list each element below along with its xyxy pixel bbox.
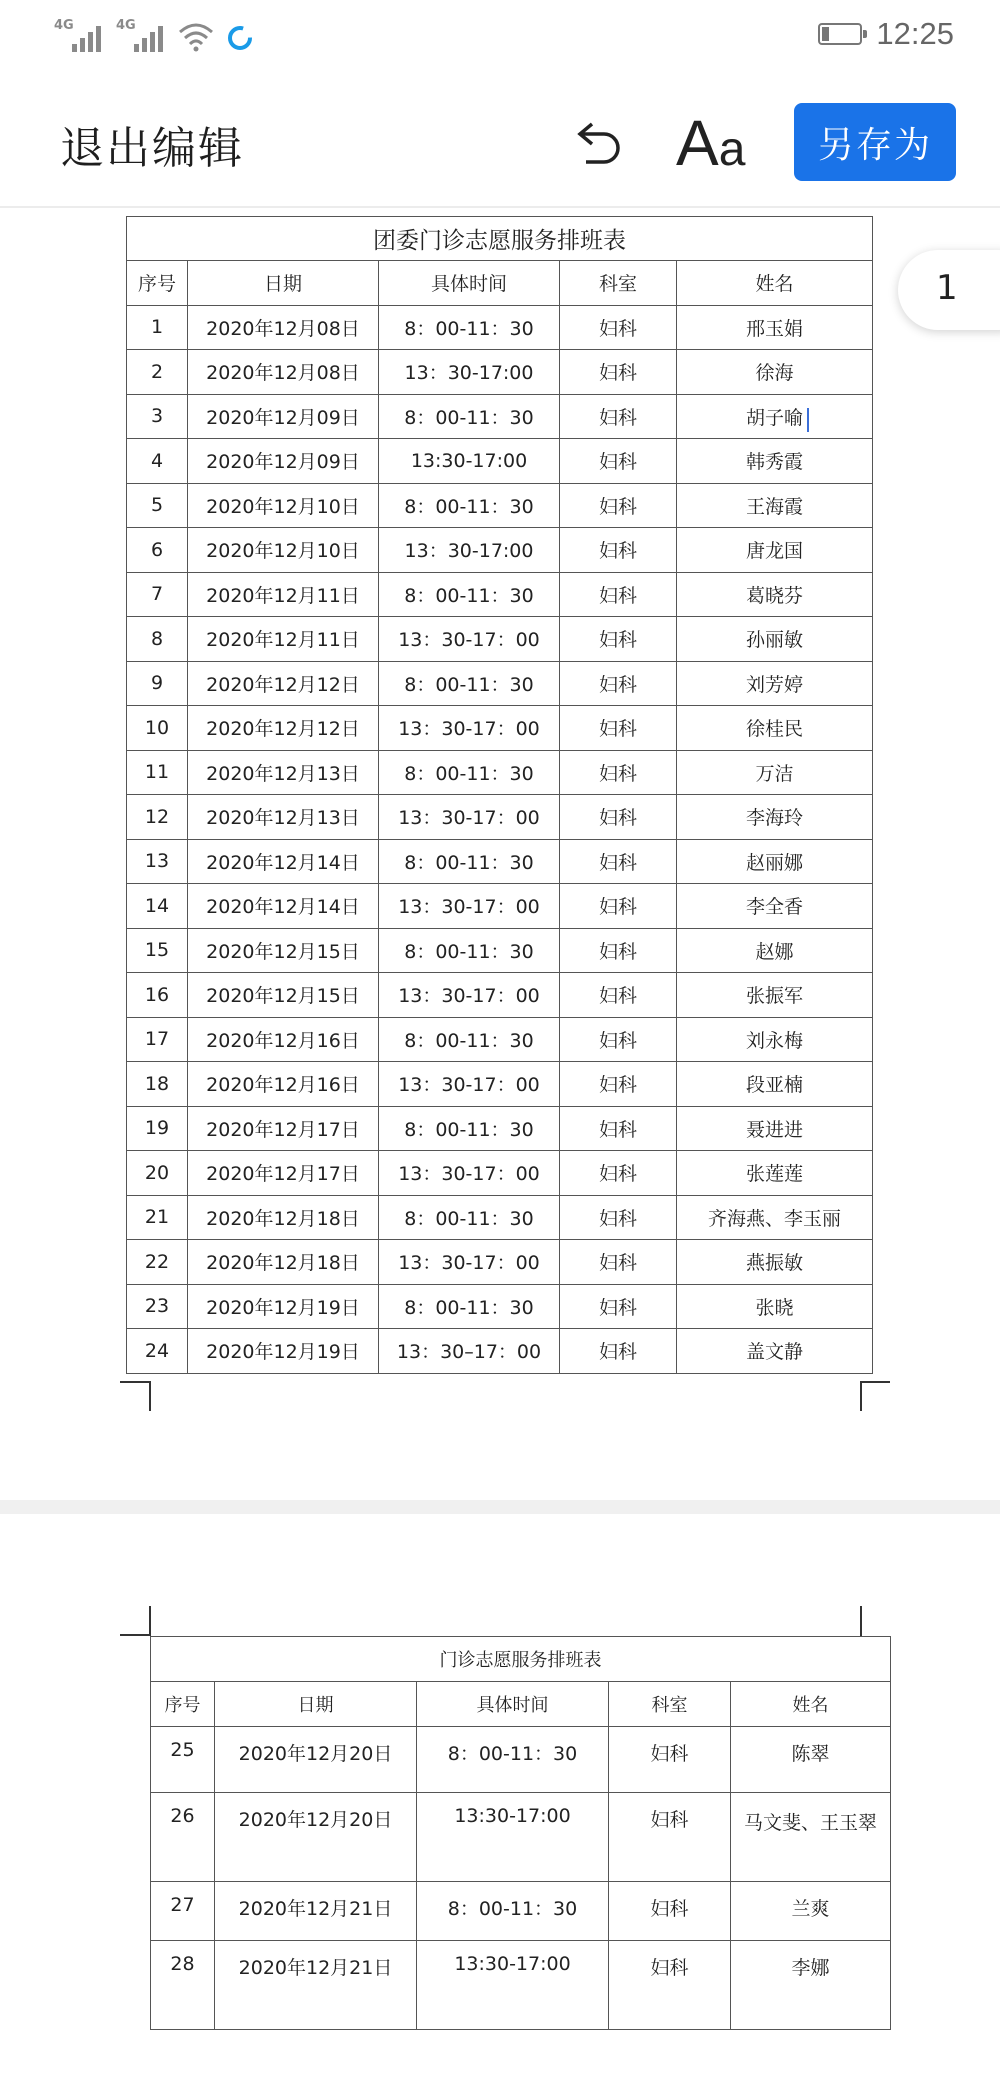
header-date[interactable]: 日期 bbox=[215, 1682, 417, 1727]
toolbar-divider bbox=[0, 206, 1000, 208]
cell-name[interactable]: 张振军 bbox=[677, 973, 873, 1018]
cell-index[interactable]: 14 bbox=[127, 884, 188, 929]
cell-department[interactable]: 妇科 bbox=[560, 483, 677, 528]
cell-time[interactable]: 8：00-11：30 bbox=[379, 1106, 560, 1151]
cell-date[interactable]: 2020年12月11日 bbox=[188, 572, 379, 617]
cell-time[interactable]: 13：30-17：00 bbox=[379, 617, 560, 662]
cell-name[interactable]: 陈翠 bbox=[731, 1727, 891, 1793]
cell-index[interactable]: 12 bbox=[127, 795, 188, 840]
cell-department[interactable]: 妇科 bbox=[560, 305, 677, 350]
header-name[interactable]: 姓名 bbox=[731, 1682, 891, 1727]
cell-date[interactable]: 2020年12月12日 bbox=[188, 661, 379, 706]
table-row bbox=[127, 928, 873, 973]
cell-time[interactable]: 13：30-17：00 bbox=[379, 1240, 560, 1285]
header-index[interactable]: 序号 bbox=[127, 261, 188, 306]
cell-index[interactable]: 7 bbox=[127, 572, 188, 617]
cell-department[interactable]: 妇科 bbox=[609, 1941, 731, 2030]
header-time[interactable]: 具体时间 bbox=[379, 261, 560, 306]
cell-department[interactable]: 妇科 bbox=[560, 750, 677, 795]
cell-name[interactable]: 葛晓芬 bbox=[677, 572, 873, 617]
cell-index[interactable]: 3 bbox=[127, 394, 188, 439]
undo-icon[interactable] bbox=[566, 112, 626, 172]
cellular-signal-icon-2 bbox=[116, 18, 166, 52]
cell-time[interactable]: 13：30-17:00 bbox=[379, 528, 560, 573]
cell-name[interactable]: 李全香 bbox=[677, 884, 873, 929]
cell-time[interactable]: 13：30-17：00 bbox=[379, 1151, 560, 1196]
cell-department[interactable]: 妇科 bbox=[560, 572, 677, 617]
cell-index[interactable]: 20 bbox=[127, 1151, 188, 1196]
table-row bbox=[127, 1151, 873, 1196]
cell-time[interactable]: 13：30-17：00 bbox=[379, 706, 560, 751]
header-department[interactable]: 科室 bbox=[560, 261, 677, 306]
cell-time[interactable]: 13：30-17：00 bbox=[379, 795, 560, 840]
table-row bbox=[127, 661, 873, 706]
schedule-table-page-1[interactable] bbox=[126, 216, 873, 1374]
cell-name[interactable]: 万洁 bbox=[677, 750, 873, 795]
page-number: 1 bbox=[936, 268, 958, 308]
cell-date[interactable]: 2020年12月21日 bbox=[215, 1941, 417, 2030]
cell-time[interactable]: 8：00-11：30 bbox=[379, 483, 560, 528]
status-icons bbox=[54, 18, 254, 52]
cell-date[interactable]: 2020年12月18日 bbox=[188, 1195, 379, 1240]
cell-department[interactable]: 妇科 bbox=[560, 973, 677, 1018]
cell-index[interactable]: 2 bbox=[127, 350, 188, 395]
save-as-button[interactable]: 另存为 bbox=[794, 103, 956, 181]
cell-department[interactable]: 妇科 bbox=[560, 795, 677, 840]
battery-icon bbox=[818, 23, 862, 45]
network-type-label: 4G bbox=[54, 18, 74, 33]
table-row bbox=[127, 617, 873, 662]
cell-time[interactable]: 13：30–17：00 bbox=[379, 1329, 560, 1374]
cell-department[interactable]: 妇科 bbox=[560, 1329, 677, 1374]
cell-name[interactable]: 刘芳婷 bbox=[677, 661, 873, 706]
cell-index[interactable]: 9 bbox=[127, 661, 188, 706]
table-row bbox=[127, 1195, 873, 1240]
cell-date[interactable]: 2020年12月14日 bbox=[188, 884, 379, 929]
cell-time[interactable]: 8：00-11：30 bbox=[379, 661, 560, 706]
cell-date[interactable]: 2020年12月17日 bbox=[188, 1106, 379, 1151]
cell-date[interactable]: 2020年12月17日 bbox=[188, 1151, 379, 1196]
cell-date[interactable]: 2020年12月21日 bbox=[215, 1882, 417, 1941]
cell-time[interactable]: 13:30-17:00 bbox=[379, 439, 560, 484]
table-row bbox=[127, 973, 873, 1018]
page-margin-mark bbox=[860, 1381, 890, 1383]
table-row bbox=[151, 1793, 891, 1882]
cell-time[interactable]: 8：00-11：30 bbox=[417, 1727, 609, 1793]
cell-department[interactable]: 妇科 bbox=[609, 1727, 731, 1793]
cell-date[interactable]: 2020年12月18日 bbox=[188, 1240, 379, 1285]
cell-index[interactable]: 21 bbox=[127, 1195, 188, 1240]
cell-name[interactable]: 胡子喻 bbox=[677, 394, 873, 439]
page-margin-mark bbox=[860, 1606, 862, 1636]
header-name[interactable]: 姓名 bbox=[677, 261, 873, 306]
table-title[interactable]: 团委门诊志愿服务排班表 bbox=[127, 217, 873, 261]
cell-date[interactable]: 2020年12月20日 bbox=[215, 1727, 417, 1793]
cell-name[interactable]: 盖文静 bbox=[677, 1329, 873, 1374]
cell-date[interactable]: 2020年12月09日 bbox=[188, 394, 379, 439]
cell-time[interactable]: 13：30-17：00 bbox=[379, 1062, 560, 1107]
cell-time[interactable]: 8：00-11：30 bbox=[417, 1882, 609, 1941]
cell-department[interactable]: 妇科 bbox=[560, 1195, 677, 1240]
cell-index[interactable]: 4 bbox=[127, 439, 188, 484]
cell-name[interactable]: 李娜 bbox=[731, 1941, 891, 2030]
cell-index[interactable]: 10 bbox=[127, 706, 188, 751]
cell-date[interactable]: 2020年12月10日 bbox=[188, 483, 379, 528]
cell-time[interactable]: 8：00-11：30 bbox=[379, 572, 560, 617]
status-right bbox=[818, 16, 954, 52]
cell-index[interactable]: 28 bbox=[151, 1941, 215, 2030]
cell-date[interactable]: 2020年12月20日 bbox=[215, 1793, 417, 1882]
cell-index[interactable]: 19 bbox=[127, 1106, 188, 1151]
cell-date[interactable]: 2020年12月09日 bbox=[188, 439, 379, 484]
cell-department[interactable]: 妇科 bbox=[609, 1882, 731, 1941]
cell-name[interactable]: 张莲莲 bbox=[677, 1151, 873, 1196]
page-margin-mark bbox=[860, 1381, 862, 1411]
table-header-row-2 bbox=[151, 1682, 891, 1727]
page-separator bbox=[0, 1500, 1000, 1514]
cell-date[interactable]: 2020年12月15日 bbox=[188, 973, 379, 1018]
cell-time[interactable]: 8：00-11：30 bbox=[379, 750, 560, 795]
cell-time[interactable]: 8：00-11：30 bbox=[379, 839, 560, 884]
header-index[interactable]: 序号 bbox=[151, 1682, 215, 1727]
cell-index[interactable]: 15 bbox=[127, 928, 188, 973]
status-bar bbox=[0, 0, 1000, 70]
cell-department[interactable]: 妇科 bbox=[560, 1106, 677, 1151]
cell-index[interactable]: 27 bbox=[151, 1882, 215, 1941]
cell-index[interactable]: 22 bbox=[127, 1240, 188, 1285]
font-icon-large: A bbox=[676, 107, 719, 179]
cell-department[interactable]: 妇科 bbox=[560, 439, 677, 484]
cell-date[interactable]: 2020年12月13日 bbox=[188, 750, 379, 795]
cell-name[interactable]: 徐海 bbox=[677, 350, 873, 395]
cell-index[interactable]: 26 bbox=[151, 1793, 215, 1882]
table-row bbox=[151, 1882, 891, 1941]
cell-index[interactable]: 23 bbox=[127, 1284, 188, 1329]
table-header-row bbox=[127, 261, 873, 306]
cell-date[interactable]: 2020年12月08日 bbox=[188, 305, 379, 350]
font-style-button[interactable] bbox=[676, 106, 745, 180]
cell-department[interactable]: 妇科 bbox=[560, 394, 677, 439]
font-icon-small: a bbox=[718, 123, 746, 176]
network-type-label-2: 4G bbox=[116, 18, 136, 33]
cell-time[interactable]: 13：30-17:00 bbox=[379, 350, 560, 395]
table-row bbox=[127, 1284, 873, 1329]
cellular-signal-icon bbox=[54, 18, 104, 52]
table-row bbox=[151, 1941, 891, 2030]
editor-toolbar bbox=[0, 90, 1000, 200]
table-row bbox=[127, 483, 873, 528]
cell-name[interactable]: 李海玲 bbox=[677, 795, 873, 840]
cell-index[interactable]: 8 bbox=[127, 617, 188, 662]
page-margin-mark bbox=[149, 1606, 151, 1636]
cell-index[interactable]: 16 bbox=[127, 973, 188, 1018]
table-row bbox=[151, 1727, 891, 1793]
cell-name[interactable]: 张晓 bbox=[677, 1284, 873, 1329]
table-row bbox=[127, 572, 873, 617]
cell-index[interactable]: 18 bbox=[127, 1062, 188, 1107]
cell-date[interactable]: 2020年12月19日 bbox=[188, 1329, 379, 1374]
cell-index[interactable]: 24 bbox=[127, 1329, 188, 1374]
cell-time[interactable]: 8：00-11：30 bbox=[379, 1017, 560, 1062]
table-title-2[interactable]: 门诊志愿服务排班表 bbox=[151, 1637, 891, 1682]
cell-department[interactable]: 妇科 bbox=[560, 928, 677, 973]
table-row bbox=[127, 795, 873, 840]
cell-department[interactable]: 妇科 bbox=[560, 1151, 677, 1196]
cell-date[interactable]: 2020年12月16日 bbox=[188, 1062, 379, 1107]
cell-date[interactable]: 2020年12月12日 bbox=[188, 706, 379, 751]
table-row bbox=[127, 1062, 873, 1107]
header-time[interactable]: 具体时间 bbox=[417, 1682, 609, 1727]
cell-date[interactable]: 2020年12月08日 bbox=[188, 350, 379, 395]
cell-date[interactable]: 2020年12月15日 bbox=[188, 928, 379, 973]
exit-edit-button[interactable]: 退出编辑 bbox=[60, 123, 244, 174]
cell-date[interactable]: 2020年12月16日 bbox=[188, 1017, 379, 1062]
cell-time[interactable]: 8：00-11：30 bbox=[379, 305, 560, 350]
cell-department[interactable]: 妇科 bbox=[560, 528, 677, 573]
header-department[interactable]: 科室 bbox=[609, 1682, 731, 1727]
cell-department[interactable]: 妇科 bbox=[560, 884, 677, 929]
cell-index[interactable]: 1 bbox=[127, 305, 188, 350]
cell-name[interactable]: 韩秀霞 bbox=[677, 439, 873, 484]
cell-department[interactable]: 妇科 bbox=[560, 661, 677, 706]
cell-name[interactable]: 赵娜 bbox=[677, 928, 873, 973]
cell-name[interactable]: 孙丽敏 bbox=[677, 617, 873, 662]
cell-department[interactable]: 妇科 bbox=[560, 1062, 677, 1107]
table-row bbox=[127, 394, 873, 439]
cell-name[interactable]: 王海霞 bbox=[677, 483, 873, 528]
cell-name[interactable]: 唐龙国 bbox=[677, 528, 873, 573]
cell-date[interactable]: 2020年12月11日 bbox=[188, 617, 379, 662]
cell-index[interactable]: 6 bbox=[127, 528, 188, 573]
cell-department[interactable]: 妇科 bbox=[609, 1793, 731, 1882]
cell-date[interactable]: 2020年12月19日 bbox=[188, 1284, 379, 1329]
table-row bbox=[127, 1017, 873, 1062]
table-row bbox=[127, 1329, 873, 1374]
cell-time[interactable]: 13：30-17：00 bbox=[379, 973, 560, 1018]
cell-name[interactable]: 邢玉娟 bbox=[677, 305, 873, 350]
table-row bbox=[127, 1106, 873, 1151]
cell-name[interactable]: 兰爽 bbox=[731, 1882, 891, 1941]
cell-name[interactable]: 聂进进 bbox=[677, 1106, 873, 1151]
cell-time[interactable]: 13：30-17：00 bbox=[379, 884, 560, 929]
wifi-icon bbox=[178, 22, 214, 52]
cell-name[interactable]: 马文斐、王玉翠 bbox=[731, 1793, 891, 1882]
cell-date[interactable]: 2020年12月14日 bbox=[188, 839, 379, 884]
cell-name[interactable]: 燕振敏 bbox=[677, 1240, 873, 1285]
cell-name[interactable]: 段亚楠 bbox=[677, 1062, 873, 1107]
text-cursor bbox=[807, 408, 809, 432]
cell-time[interactable]: 8：00-11：30 bbox=[379, 394, 560, 439]
page-margin-mark bbox=[120, 1634, 150, 1636]
cell-date[interactable]: 2020年12月10日 bbox=[188, 528, 379, 573]
table-row bbox=[127, 439, 873, 484]
cell-time[interactable]: 8：00-11：30 bbox=[379, 1195, 560, 1240]
cell-index[interactable]: 13 bbox=[127, 839, 188, 884]
cell-name[interactable]: 齐海燕、李玉丽 bbox=[677, 1195, 873, 1240]
schedule-table-page-2[interactable] bbox=[150, 1636, 891, 2030]
header-date[interactable]: 日期 bbox=[188, 261, 379, 306]
page-margin-mark bbox=[149, 1381, 151, 1411]
table-row bbox=[127, 305, 873, 350]
table-row bbox=[127, 884, 873, 929]
page-number-indicator[interactable] bbox=[898, 250, 1000, 330]
table-row bbox=[127, 350, 873, 395]
table-row bbox=[127, 839, 873, 884]
cell-name[interactable]: 徐桂民 bbox=[677, 706, 873, 751]
cell-department[interactable]: 妇科 bbox=[560, 1284, 677, 1329]
page-margin-mark bbox=[120, 1381, 150, 1383]
cell-department[interactable]: 妇科 bbox=[560, 839, 677, 884]
cell-date[interactable]: 2020年12月13日 bbox=[188, 795, 379, 840]
table-row bbox=[127, 750, 873, 795]
cell-department[interactable]: 妇科 bbox=[560, 1017, 677, 1062]
cell-index[interactable]: 17 bbox=[127, 1017, 188, 1062]
status-time: 12:25 bbox=[876, 16, 954, 51]
cell-time[interactable]: 8：00-11：30 bbox=[379, 928, 560, 973]
table-row bbox=[127, 706, 873, 751]
cell-index[interactable]: 5 bbox=[127, 483, 188, 528]
cell-department[interactable]: 妇科 bbox=[560, 706, 677, 751]
table-row bbox=[127, 528, 873, 573]
cell-time[interactable]: 8：00-11：30 bbox=[379, 1284, 560, 1329]
cell-department[interactable]: 妇科 bbox=[560, 617, 677, 662]
cell-department[interactable]: 妇科 bbox=[560, 1240, 677, 1285]
sync-icon bbox=[226, 24, 254, 52]
cell-index[interactable]: 11 bbox=[127, 750, 188, 795]
cell-time[interactable]: 13:30-17:00 bbox=[417, 1941, 609, 2030]
table-row bbox=[127, 1240, 873, 1285]
cell-name[interactable]: 赵丽娜 bbox=[677, 839, 873, 884]
cell-index[interactable]: 25 bbox=[151, 1727, 215, 1793]
cell-department[interactable]: 妇科 bbox=[560, 350, 677, 395]
cell-name[interactable]: 刘永梅 bbox=[677, 1017, 873, 1062]
cell-time[interactable]: 13:30-17:00 bbox=[417, 1793, 609, 1882]
